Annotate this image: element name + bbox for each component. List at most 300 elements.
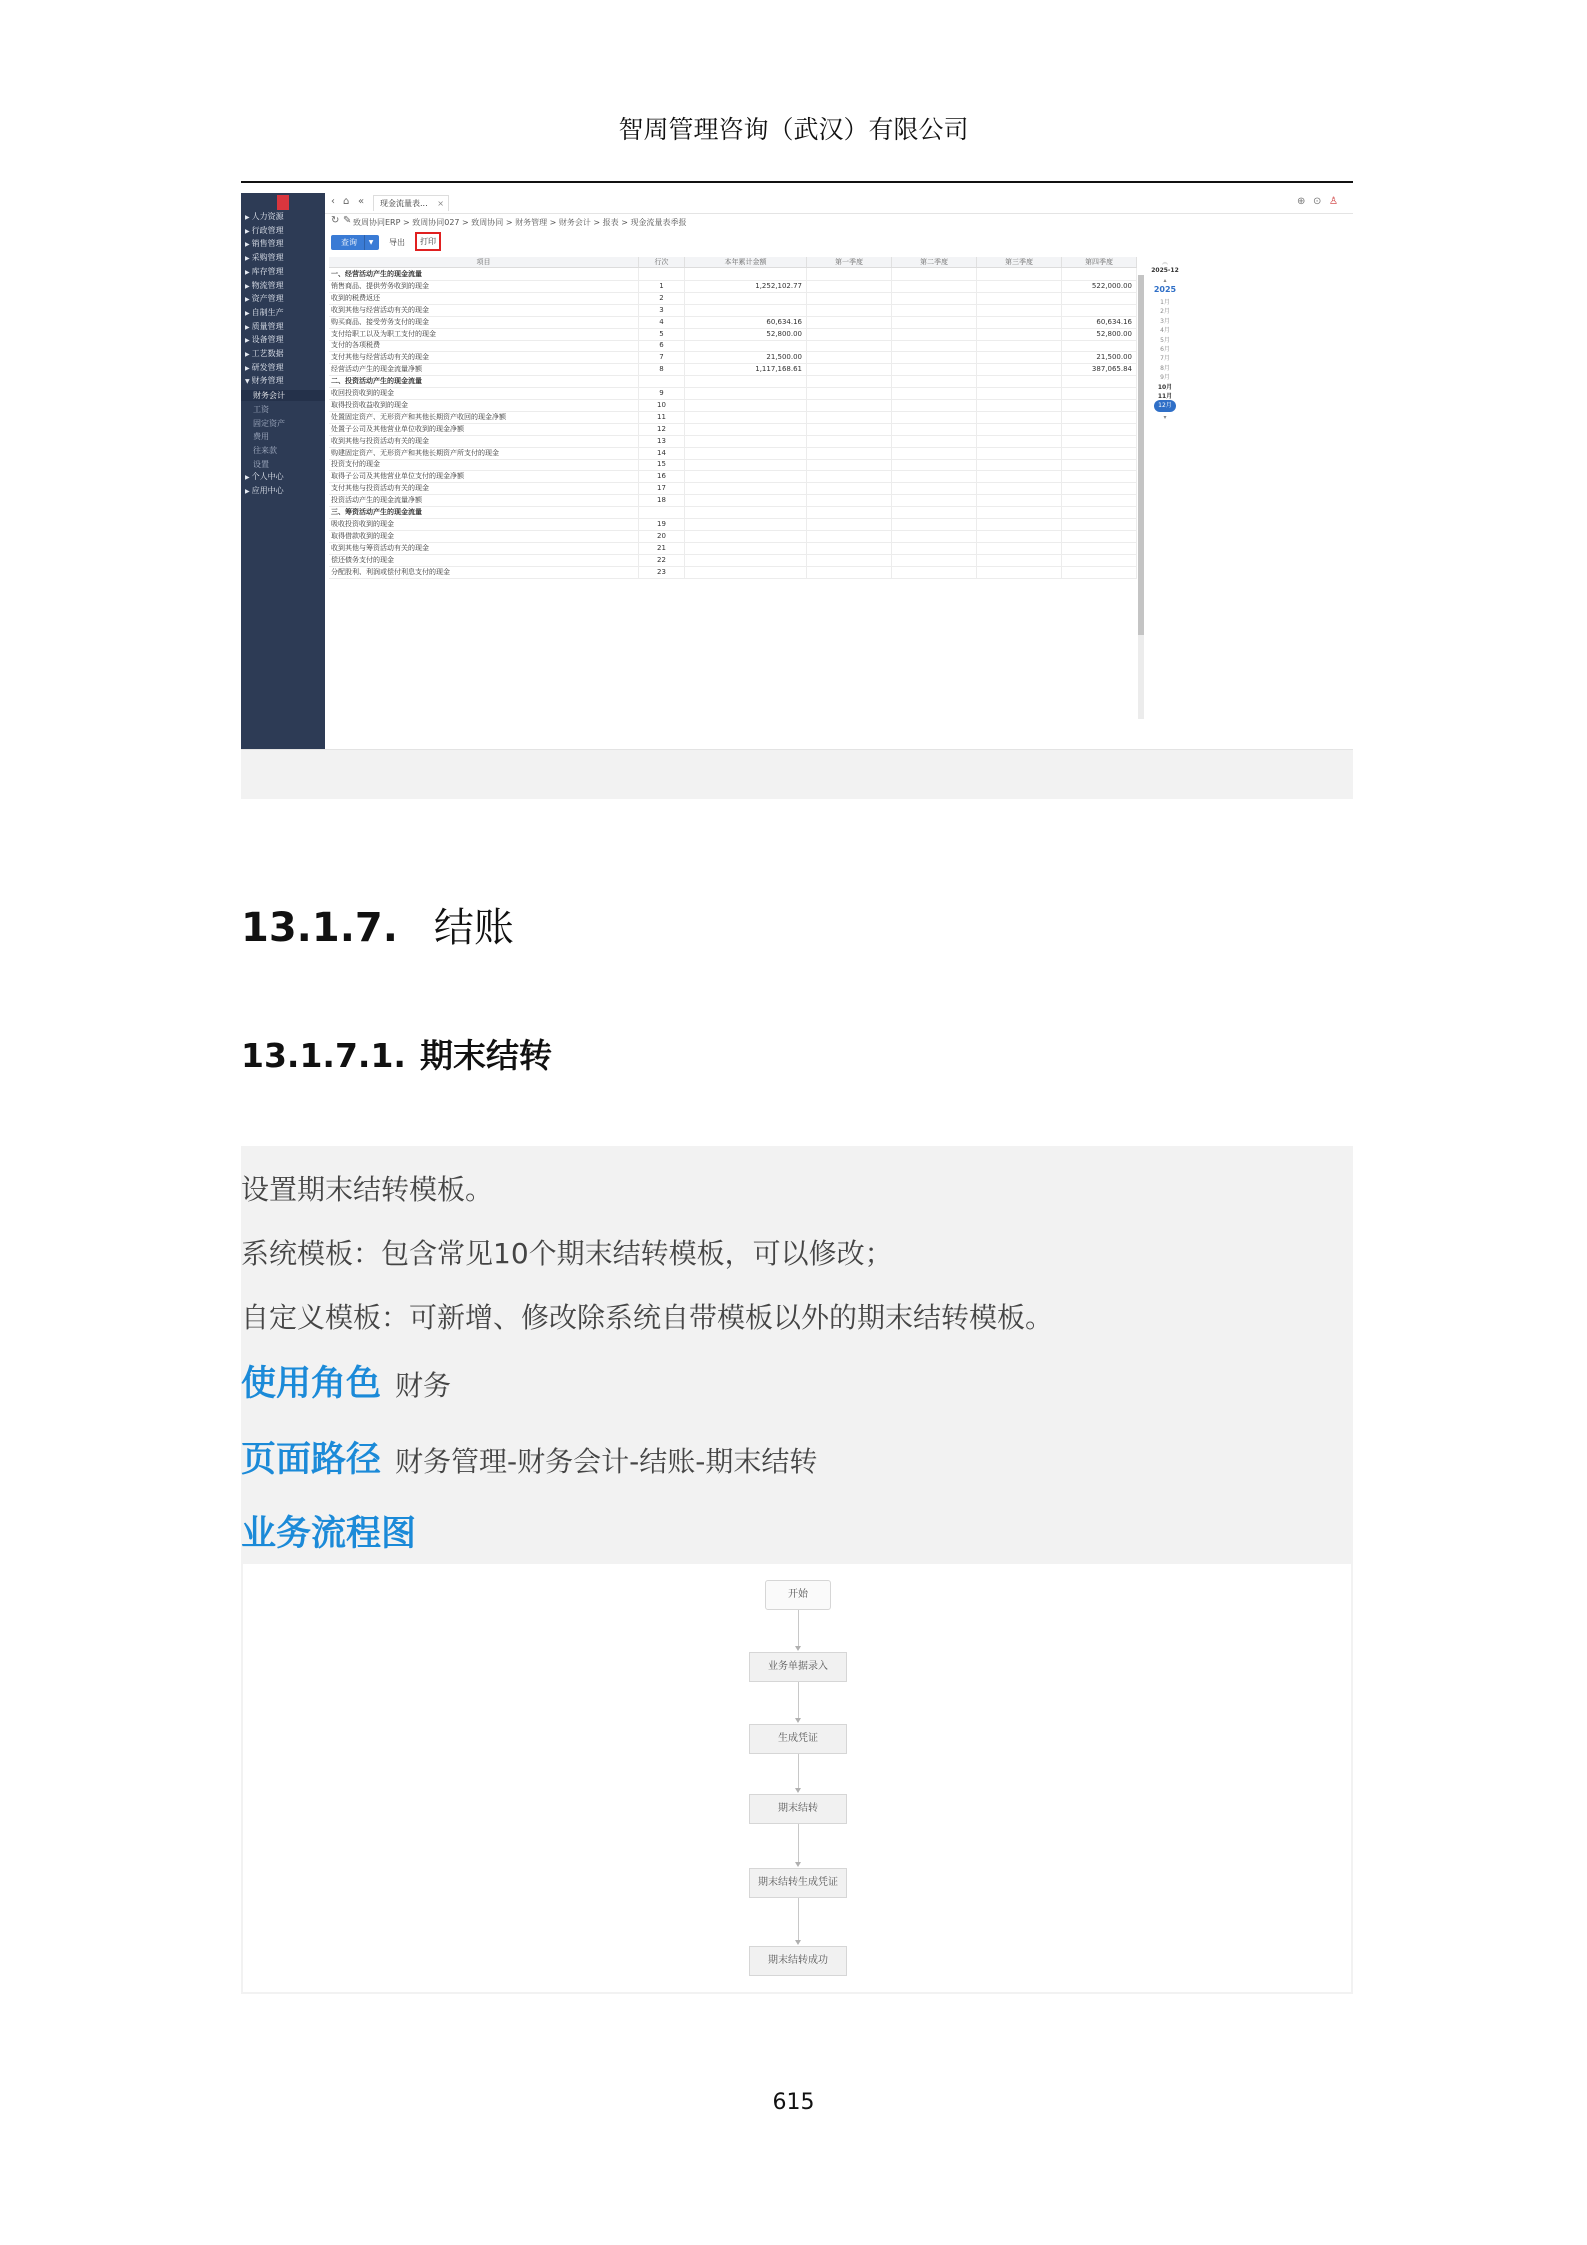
user-avatar-icon[interactable]: ♙: [1329, 196, 1338, 207]
table-cell: [1062, 292, 1137, 304]
table-cell: 1,117,168.61: [685, 363, 807, 375]
month-option[interactable]: 5月: [1160, 336, 1170, 344]
table-cell: [892, 292, 977, 304]
table-cell: [892, 530, 977, 542]
table-cell: [1062, 304, 1137, 316]
table-cell: 经营活动产生的现金流量净额: [329, 363, 639, 375]
table-cell: [892, 470, 977, 482]
section-title: 结账: [433, 905, 514, 951]
table-cell: 522,000.00: [1062, 280, 1137, 292]
caret-right-icon: ▶: [245, 241, 250, 249]
table-cell: 3: [639, 304, 685, 316]
table-cell: [977, 292, 1062, 304]
table-row[interactable]: [329, 566, 1137, 579]
sidebar-item[interactable]: [245, 238, 284, 249]
table-cell: [1062, 482, 1137, 494]
report-toolbar: [325, 233, 1353, 253]
table-cell: [685, 482, 807, 494]
table-cell: [892, 387, 977, 399]
table-cell: 5: [639, 328, 685, 340]
table-cell: [807, 304, 892, 316]
table-cell: [977, 268, 1062, 280]
table-cell: 吸收投资收到的现金: [329, 518, 639, 530]
table-cell: [977, 375, 1062, 387]
table-cell: [807, 292, 892, 304]
table-cell: 387,065.84: [1062, 363, 1137, 375]
table-cell: [892, 494, 977, 506]
table-cell: 收到其他与投资活动有关的现金: [329, 435, 639, 447]
table-cell: [892, 268, 977, 280]
sidebar-subitem[interactable]: 设置: [253, 459, 269, 469]
sidebar-item[interactable]: [245, 225, 284, 236]
table-cell: [1062, 375, 1137, 387]
caret-down-icon: ▼: [245, 378, 250, 386]
caret-right-icon: ▶: [245, 488, 250, 495]
table-cell: [685, 506, 807, 518]
sidebar-item[interactable]: [245, 211, 284, 222]
table-cell: 购建固定资产、无形资产和其他长期资产所支付的现金: [329, 447, 639, 459]
sidebar-item[interactable]: [245, 334, 284, 345]
print-button[interactable]: [415, 232, 441, 251]
pin-icon[interactable]: ✎: [343, 215, 352, 226]
table-cell: [892, 554, 977, 566]
table-cell: [807, 363, 892, 375]
settings-icon[interactable]: ⊙: [1313, 196, 1322, 207]
section-number: 13.1.7.: [241, 905, 398, 951]
caret-right-icon: ▶: [245, 282, 250, 290]
month-option[interactable]: 12月: [1154, 400, 1176, 412]
page-number: 615: [772, 2090, 815, 2115]
sidebar-item[interactable]: [245, 293, 284, 304]
table-cell: [977, 447, 1062, 459]
table-cell: [685, 411, 807, 423]
table-cell: 处置固定资产、无形资产和其他长期资产收回的现金净额: [329, 411, 639, 423]
table-cell: 取得借款收到的现金: [329, 530, 639, 542]
table-cell: [1062, 447, 1137, 459]
home-icon[interactable]: ⌂: [343, 196, 350, 207]
sidebar-subitem[interactable]: 工资: [253, 404, 269, 414]
month-option[interactable]: 9月: [1160, 374, 1170, 382]
table-cell: [807, 470, 892, 482]
table-cell: [685, 566, 807, 578]
flow-node-end: 期末结转成功: [749, 1946, 847, 1976]
flow-node: 期末结转生成凭证: [749, 1868, 847, 1898]
table-cell: [807, 458, 892, 470]
column-header[interactable]: 第二季度: [892, 257, 977, 267]
description-line: 设置期末结转模板。: [241, 1173, 494, 1206]
table-cell: 20: [639, 530, 685, 542]
sidebar-item[interactable]: [245, 266, 284, 277]
table-cell: [639, 506, 685, 518]
column-header[interactable]: 第四季度: [1062, 257, 1137, 267]
sidebar-subitem[interactable]: 往来款: [253, 445, 277, 455]
column-header[interactable]: 行次: [639, 257, 685, 267]
table-cell: [977, 304, 1062, 316]
table-cell: [892, 458, 977, 470]
table-cell: [807, 542, 892, 554]
month-option[interactable]: 11月: [1157, 393, 1173, 400]
table-cell: [977, 554, 1062, 566]
table-cell: 收到其他与经营活动有关的现金: [329, 304, 639, 316]
tab-cash-flow-report[interactable]: [373, 195, 449, 211]
table-cell: [977, 328, 1062, 340]
table-cell: 9: [639, 387, 685, 399]
path-label: 页面路径: [241, 1440, 382, 1480]
table-cell: [977, 411, 1062, 423]
chevron-down-icon[interactable]: ▼: [364, 235, 377, 250]
table-cell: [977, 399, 1062, 411]
column-header[interactable]: 项目: [329, 257, 639, 267]
caret-right-icon: ▶: [245, 351, 250, 358]
column-header[interactable]: 第三季度: [977, 257, 1062, 267]
table-cell: 1: [639, 280, 685, 292]
table-cell: [892, 518, 977, 530]
table-cell: 收到的税费返还: [329, 292, 639, 304]
flow-row: [241, 1506, 416, 1556]
caret-right-icon: ▶: [245, 268, 250, 276]
table-cell: [685, 554, 807, 566]
flow-connector: [798, 1754, 799, 1790]
month-option[interactable]: 1月: [1160, 299, 1170, 306]
table-cell: 分配股利、利润或偿付利息支付的现金: [329, 566, 639, 578]
table-cell: [807, 554, 892, 566]
sidebar-item[interactable]: [245, 362, 284, 373]
tab-label: 现金流量表...: [380, 199, 428, 208]
close-icon[interactable]: ×: [437, 199, 444, 208]
table-cell: 三、筹资活动产生的现金流量: [329, 506, 639, 518]
query-button[interactable]: [331, 235, 379, 250]
table-cell: 4: [639, 316, 685, 328]
table-cell: [977, 316, 1062, 328]
flow-label: 业务流程图: [241, 1514, 417, 1554]
table-cell: [685, 375, 807, 387]
table-cell: [892, 435, 977, 447]
arrow-down-icon: [795, 1940, 801, 1945]
table-cell: [892, 375, 977, 387]
table-cell: [807, 268, 892, 280]
table-cell: [1062, 566, 1137, 578]
table-cell: [807, 506, 892, 518]
table-cell: [892, 304, 977, 316]
flow-connector: [798, 1824, 799, 1864]
erp-sidebar: [241, 193, 325, 749]
current-period: 2025-12: [1151, 267, 1179, 274]
column-header[interactable]: 本年累计金额: [685, 257, 807, 267]
table-cell: [892, 506, 977, 518]
table-cell: [685, 387, 807, 399]
table-cell: [977, 470, 1062, 482]
query-label: 查询: [341, 238, 357, 247]
table-cell: [685, 470, 807, 482]
period-picker: [1150, 257, 1180, 497]
table-cell: [807, 316, 892, 328]
sidebar-item[interactable]: [245, 321, 284, 332]
table-cell: 二、投资活动产生的现金流量: [329, 375, 639, 387]
table-cell: [892, 339, 977, 351]
table-cell: [685, 542, 807, 554]
flow-connector: [798, 1682, 799, 1720]
table-cell: [685, 494, 807, 506]
table-cell: 60,634.16: [1062, 316, 1137, 328]
sidebar-item-label: 应用中心: [251, 486, 284, 495]
table-cell: [807, 530, 892, 542]
table-cell: 16: [639, 470, 685, 482]
table-cell: [807, 494, 892, 506]
table-cell: [892, 542, 977, 554]
arrow-down-icon: [795, 1862, 801, 1867]
document-header: 智周管理咨询（武汉）有限公司: [618, 115, 969, 144]
table-cell: 投资支付的现金: [329, 458, 639, 470]
table-cell: [977, 458, 1062, 470]
column-header[interactable]: 第一季度: [807, 257, 892, 267]
sidebar-item[interactable]: [245, 471, 284, 482]
caret-right-icon: ▶: [245, 323, 250, 331]
table-cell: [1062, 470, 1137, 482]
table-cell: [685, 530, 807, 542]
table-cell: 6: [639, 339, 685, 351]
scrollbar-thumb[interactable]: [1138, 275, 1144, 635]
month-option[interactable]: 6月: [1160, 346, 1170, 353]
sidebar-item-label: 销售管理: [251, 239, 284, 249]
export-button[interactable]: 导出: [389, 238, 405, 247]
sidebar-item[interactable]: [245, 375, 284, 386]
sidebar-item-label: 个人中心: [251, 472, 284, 482]
table-cell: [1062, 268, 1137, 280]
caret-right-icon: ▶: [245, 227, 250, 235]
caret-right-icon: ▶: [245, 309, 250, 317]
flow-node: 期末结转: [749, 1794, 847, 1824]
path-row: [241, 1432, 817, 1482]
month-option[interactable]: 3月: [1160, 317, 1170, 325]
table-cell: [977, 506, 1062, 518]
flow-node-start: 开始: [765, 1580, 831, 1610]
table-cell: [639, 375, 685, 387]
table-cell: [977, 423, 1062, 435]
table-cell: 60,634.16: [685, 316, 807, 328]
flow-node: 生成凭证: [749, 1724, 847, 1754]
sidebar-item-label: 行政管理: [251, 225, 284, 235]
table-cell: [892, 280, 977, 292]
table-scrollbar[interactable]: [1138, 275, 1144, 719]
table-cell: 取得子公司及其他营业单位支付的现金净额: [329, 470, 639, 482]
table-cell: 购买商品、接受劳务支付的现金: [329, 316, 639, 328]
sidebar-item-label: 设备管理: [251, 335, 284, 345]
table-cell: 23: [639, 566, 685, 578]
table-cell: [892, 316, 977, 328]
app-logo: [277, 195, 289, 210]
caret-right-icon: ▶: [245, 214, 250, 221]
table-cell: 取得投资收益收到的现金: [329, 399, 639, 411]
flowchart: [243, 1564, 1351, 1992]
table-cell: [807, 482, 892, 494]
table-cell: [892, 351, 977, 363]
globe-icon[interactable]: ⊕: [1297, 196, 1306, 207]
role-value: 财务: [395, 1369, 452, 1402]
table-cell: [1062, 542, 1137, 554]
flow-connector: [798, 1898, 799, 1942]
chevron-up-icon[interactable]: ▴: [1163, 277, 1167, 284]
sidebar-item-label: 人力资源: [251, 212, 284, 221]
sidebar-item[interactable]: [245, 252, 284, 263]
table-cell: [892, 363, 977, 375]
table-cell: [1062, 387, 1137, 399]
table-cell: 18: [639, 494, 685, 506]
table-cell: [977, 387, 1062, 399]
table-cell: [977, 482, 1062, 494]
table-cell: [1062, 423, 1137, 435]
month-option[interactable]: 10月: [1157, 383, 1173, 391]
table-cell: [977, 435, 1062, 447]
table-cell: [977, 363, 1062, 375]
print-label: 打印: [420, 237, 436, 246]
table-cell: 收回投资收到的现金: [329, 387, 639, 399]
collapse-up-icon[interactable]: ︽: [1161, 259, 1168, 266]
table-cell: 投资活动产生的现金流量净额: [329, 494, 639, 506]
table-cell: 支付其他与投资活动有关的现金: [329, 482, 639, 494]
subsection-heading: [241, 1030, 552, 1077]
table-cell: 22: [639, 554, 685, 566]
sidebar-item-label: 工艺数据: [251, 349, 284, 358]
path-value: 财务管理-财务会计-结账-期末结转: [395, 1445, 818, 1478]
breadcrumb: 致周协同ERP > 致周协同027 > 致周协同 > 财务管理 > 财务会计 > 报表 > 现金流量表季报: [353, 218, 687, 227]
table-cell: [685, 399, 807, 411]
caret-right-icon: ▶: [245, 255, 250, 263]
table-cell: [1062, 435, 1137, 447]
table-cell: [807, 375, 892, 387]
table-cell: 处置子公司及其他营业单位收到的现金净额: [329, 423, 639, 435]
caret-right-icon: ▶: [245, 474, 250, 482]
table-cell: [807, 435, 892, 447]
table-cell: [892, 447, 977, 459]
sidebar-item[interactable]: [245, 307, 284, 318]
table-cell: [685, 423, 807, 435]
table-cell: [892, 411, 977, 423]
table-cell: 13: [639, 435, 685, 447]
table-cell: 52,800.00: [1062, 328, 1137, 340]
table-cell: 销售商品、提供劳务收到的现金: [329, 280, 639, 292]
table-cell: [807, 280, 892, 292]
header-rule: [241, 181, 1353, 183]
arrow-down-icon: [795, 1718, 801, 1723]
table-cell: [685, 518, 807, 530]
table-cell: 支付给职工以及为职工支付的现金: [329, 328, 639, 340]
table-cell: 收到其他与筹资活动有关的现金: [329, 542, 639, 554]
table-cell: [1062, 411, 1137, 423]
table-cell: 偿还债务支付的现金: [329, 554, 639, 566]
table-cell: [639, 268, 685, 280]
table-cell: [685, 292, 807, 304]
table-cell: [807, 423, 892, 435]
table-cell: [1062, 339, 1137, 351]
table-cell: [807, 447, 892, 459]
subsection-number: 13.1.7.1.: [241, 1036, 406, 1075]
table-cell: 21,500.00: [1062, 351, 1137, 363]
year-label[interactable]: 2025: [1153, 285, 1177, 294]
month-option[interactable]: 8月: [1160, 364, 1170, 372]
table-cell: [977, 518, 1062, 530]
sidebar-item-label: 研发管理: [251, 362, 284, 372]
collapse-icon[interactable]: «: [358, 196, 365, 207]
sidebar-item-label: 质量管理: [251, 321, 284, 331]
sidebar-subitem[interactable]: 固定资产: [253, 418, 285, 428]
table-header: [329, 257, 1137, 268]
table-cell: [1062, 518, 1137, 530]
cash-flow-table: [329, 257, 1137, 745]
table-cell: [1062, 506, 1137, 518]
breadcrumb-bar: [325, 214, 1353, 230]
table-cell: 52,800.00: [685, 328, 807, 340]
table-cell: [807, 518, 892, 530]
sidebar-item[interactable]: [245, 485, 284, 496]
table-cell: 支付其他与经营活动有关的现金: [329, 351, 639, 363]
table-cell: [685, 447, 807, 459]
sidebar-item-label: 采购管理: [251, 253, 284, 263]
table-cell: 2: [639, 292, 685, 304]
table-cell: [892, 482, 977, 494]
table-cell: 1,252,102.77: [685, 280, 807, 292]
sidebar-item-label: 资产管理: [251, 294, 284, 304]
table-cell: 支付的各项税费: [329, 339, 639, 351]
arrow-down-icon: [795, 1646, 801, 1651]
table-cell: [977, 530, 1062, 542]
table-cell: 19: [639, 518, 685, 530]
table-cell: [1062, 554, 1137, 566]
table-cell: [1062, 494, 1137, 506]
table-cell: [977, 351, 1062, 363]
sidebar-item[interactable]: [245, 280, 284, 291]
role-row: [241, 1356, 451, 1406]
subsection-title: 期末结转: [419, 1036, 552, 1075]
table-cell: [685, 458, 807, 470]
table-cell: [685, 268, 807, 280]
table-cell: 7: [639, 351, 685, 363]
sidebar-item[interactable]: [245, 348, 284, 359]
flow-node: 业务单据录入: [749, 1652, 847, 1682]
section-heading: [241, 896, 514, 953]
caret-right-icon: ▶: [245, 364, 250, 372]
chevron-down-icon[interactable]: ▾: [1163, 414, 1167, 422]
table-cell: 一、经营活动产生的现金流量: [329, 268, 639, 280]
role-label: 使用角色: [241, 1364, 382, 1404]
table-cell: [807, 399, 892, 411]
back-icon[interactable]: ‹: [331, 196, 335, 207]
table-cell: [892, 566, 977, 578]
month-option[interactable]: 4月: [1160, 327, 1170, 335]
table-cell: 12: [639, 423, 685, 435]
table-cell: [807, 387, 892, 399]
erp-window: [241, 193, 1353, 750]
month-option[interactable]: 2月: [1160, 308, 1170, 316]
table-cell: 21: [639, 542, 685, 554]
sidebar-item-label: 自制生产: [251, 307, 284, 317]
table-cell: [977, 494, 1062, 506]
table-cell: 10: [639, 399, 685, 411]
tab-bar: [325, 193, 1353, 214]
table-cell: 14: [639, 447, 685, 459]
refresh-icon[interactable]: ↻: [331, 215, 340, 226]
table-cell: 21,500.00: [685, 351, 807, 363]
caret-right-icon: ▶: [245, 337, 250, 345]
sidebar-item-label: 库存管理: [251, 266, 284, 276]
month-option[interactable]: 7月: [1160, 355, 1170, 363]
sidebar-item-label: 物流管理: [251, 280, 284, 290]
sidebar-subitem[interactable]: 财务会计: [241, 390, 325, 401]
table-cell: [1062, 458, 1137, 470]
table-cell: [892, 423, 977, 435]
table-cell: [685, 339, 807, 351]
sidebar-subitem[interactable]: 费用: [253, 432, 269, 442]
table-cell: 15: [639, 458, 685, 470]
